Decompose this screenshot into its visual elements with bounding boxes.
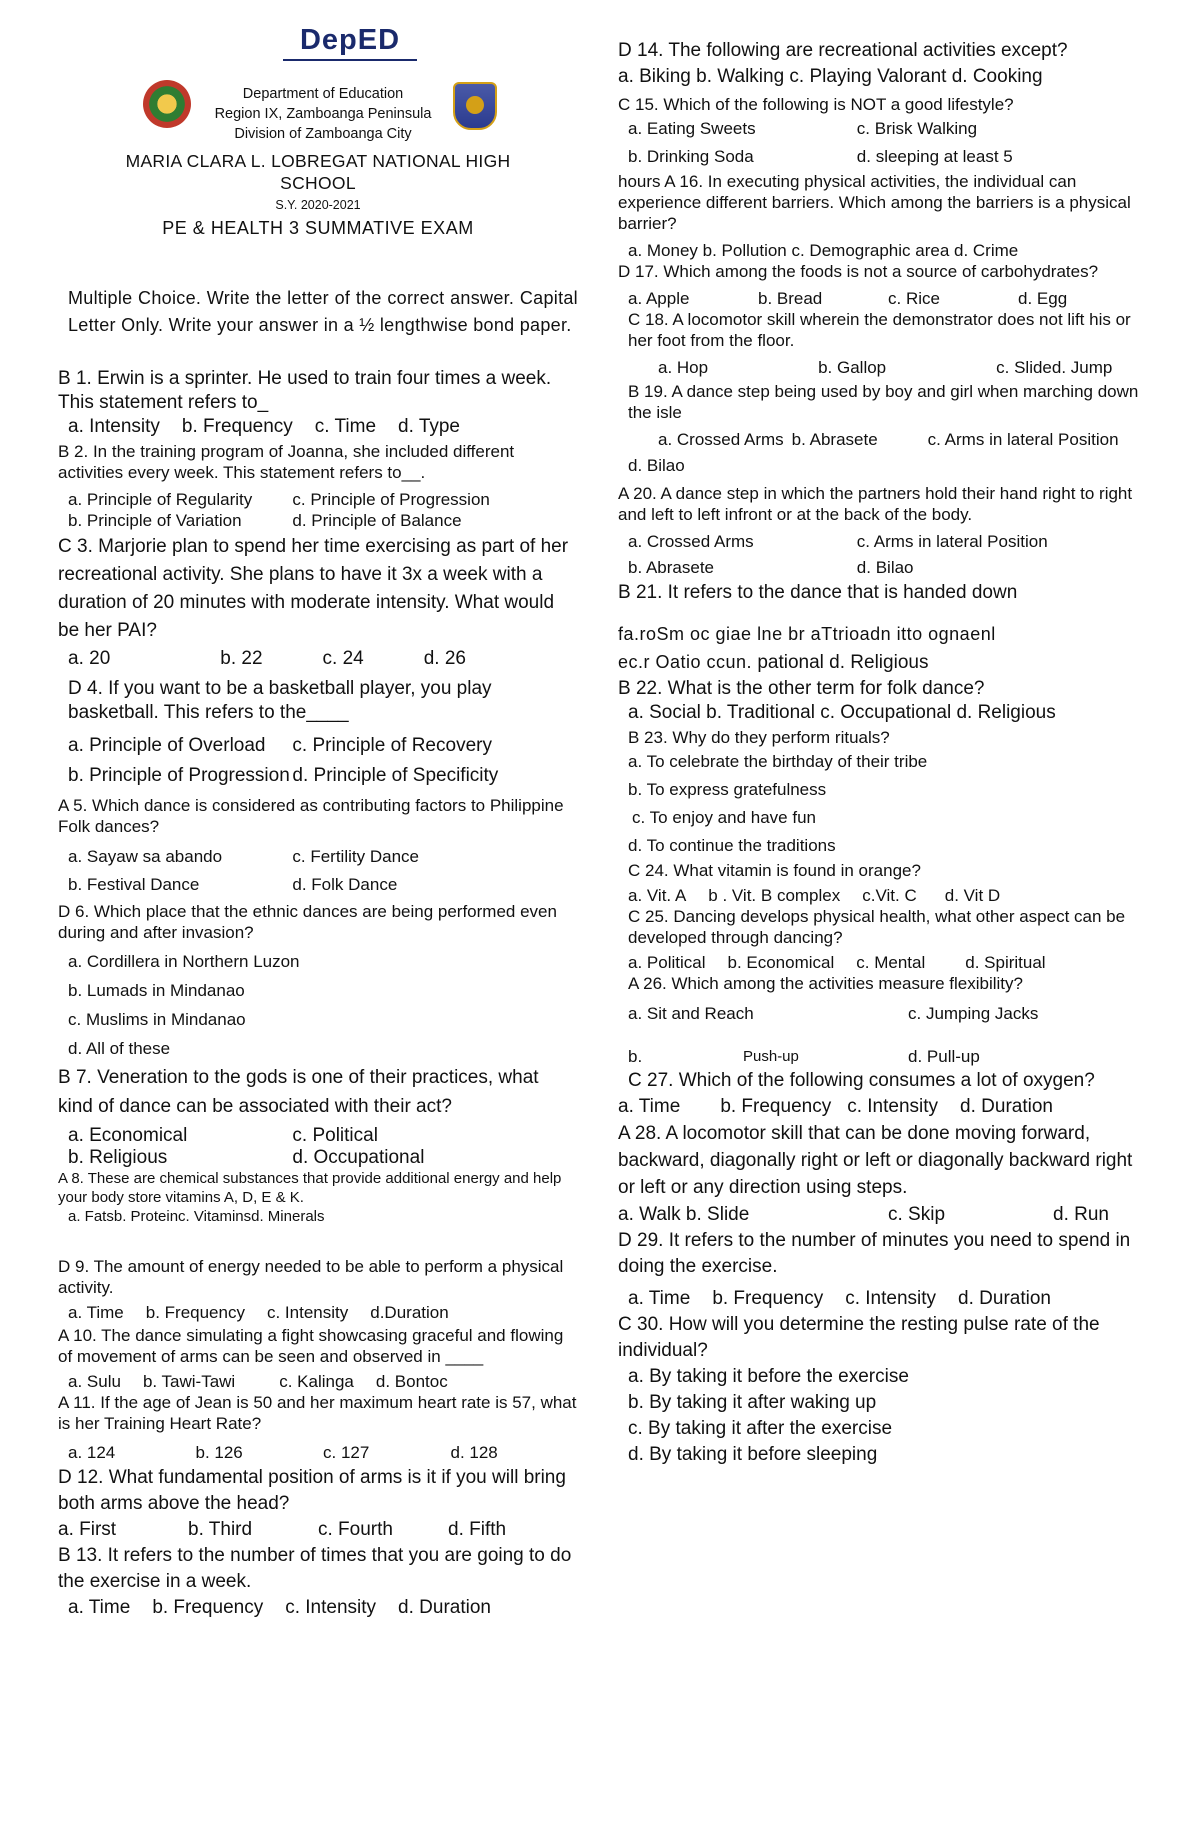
deped-logo [275, 24, 425, 72]
question-16: hours A 16. In executing physical activities, the individual can experience different barriers. Which among the barriers is a physical barrier? a. Money b. Pollution c. Demographic area d. Crime [618, 171, 1148, 261]
question-29: D 29. It refers to the number of minutes you need to spend in doing the exercise. a. Time b. Frequency c. Intensity d. Duration [618, 1228, 1148, 1312]
right-column [618, 38, 1148, 1468]
division-seal-icon [453, 82, 497, 130]
exam-title: PE & HEALTH 3 SUMMATIVE EXAM [162, 218, 474, 238]
question-2: B 2. In the training program of Joanna, she included different activities every week. This statement refers to__. a. Principle of Regularity c. Principle of Progression b. Principle of Variation d. Principle of Balance [58, 441, 578, 531]
deped-seal-icon [143, 80, 191, 128]
options: a. Sulu b. Tawi-Tawi c. Kalinga d. Bontoc [68, 1372, 448, 1391]
options: a. Economical c. Political b. Religious d. Occupational [68, 1125, 425, 1168]
question-4: D 4. If you want to be a basketball player, you play basketball. This refers to the____ a. Principle of Overload c. Principle of Recovery b. Principle of Progression d. Principle of Specificity [58, 677, 578, 791]
options: a. Vit. A b . Vit. B complex c.Vit. C d. Vit D [628, 886, 1001, 905]
question-26: A 26. Which among the activities measure flexibility? a. Sit and Reach c. Jumping Jacks b. Push-up d. Pull-up [618, 973, 1148, 1068]
question-11: A 11. If the age of Jean is 50 and her maximum heart rate is 57, what is her Training Heart Rate? a. 124 b. 126 c. 127 d. 128 [58, 1393, 577, 1462]
options: a. Intensity b. Frequency c. Time d. Type [68, 416, 461, 437]
options: a. Time b. Frequency c. Intensity d. Duration [68, 1597, 491, 1618]
question-1: B 1. Erwin is a sprinter. He used to train four times a week. This statement refers to_ a. Intensity b. Frequency c. Time d. Type [58, 367, 578, 439]
question-28: A 28. A locomotor skill that can be done moving forward, backward, diagonally right or left or diagonally backward right or left or any direction using steps. a. Walk b. Slide c. Skip d. Run [618, 1120, 1148, 1228]
garbled-text: fa.roSm oc giae lne br aTtrioadn itto ognaenl [618, 624, 996, 644]
question-21: B 21. It refers to the dance that is handed down fa.roSm oc giae lne br aTtrioadn itto ognaenl ec.r Oatio ccun. pational d. Religious [618, 581, 1148, 675]
garbled-text: ec.r Oatio ccun. [618, 652, 753, 672]
question-12: D 12. What fundamental position of arms is it if you will bring both arms above the head? a. First b. Third c. Fourth d. Fifth [58, 1465, 578, 1543]
options: a. Crossed Arms b. Abrasete c. Arms in lateral Position d. Bilao [628, 430, 1119, 475]
question-24: C 24. What vitamin is found in orange? a. Vit. A b . Vit. B complex c.Vit. C d. Vit D [618, 860, 1148, 906]
question-3: C 3. Marjorie plan to spend her time exercising as part of her recreational activity. She plans to have it 3x a week with a duration of 20 minutes with moderate intensity. What would be her PAI? a. 20 b. 22 c. 24 d. 26 [58, 533, 578, 673]
question-30: C 30. How will you determine the resting pulse rate of the individual? a. By taking it before the exercise b. By taking it after waking up c. By taking it after the exercise d. By taking it before sleeping [618, 1312, 1148, 1468]
options: a. Apple b. Bread c. Rice d. Egg [628, 289, 1068, 308]
options: a. Fatsb. Proteinc. Vitaminsd. Minerals [68, 1208, 325, 1225]
options: a. Principle of Regularity c. Principle of Progression b. Principle of Variation d. Principle of Balance [68, 490, 490, 530]
left-column [58, 0, 578, 1621]
question-14: D 14. The following are recreational activities except? a. Biking b. Walking c. Playing Valorant d. Cooking [618, 38, 1148, 90]
options: a. Crossed Arms c. Arms in lateral Position b. Abrasete d. Bilao [628, 532, 1048, 577]
question-27: C 27. Which of the following consumes a lot of oxygen? a. Time b. Frequency c. Intensity d. Duration [618, 1068, 1148, 1120]
options: a. Walk b. Slide c. Skip d. Run [618, 1204, 1109, 1225]
options: a. By taking it before the exercise b. By taking it after waking up c. By taking it after the exercise d. By taking it before sleeping [628, 1366, 909, 1465]
options: a. Time b. Frequency c. Intensity d.Duration [68, 1303, 449, 1322]
question-20: A 20. A dance step in which the partners hold their hand right to right and left to left infront or at the back of the body. a. Crossed Arms c. Arms in lateral Position b. Abrasete d. Bilao [618, 483, 1148, 581]
question-19: B 19. A dance step being used by boy and girl when marching down the isle a. Crossed Arms b. Abrasete c. Arms in lateral Position d. Bilao [618, 381, 1148, 479]
question-8: A 8. These are chemical substances that provide additional energy and help your body store vitamins A, D, E & K. a. Fatsb. Proteinc. Vitaminsd. Minerals [58, 1169, 578, 1226]
options: a. Principle of Overload c. Principle of Recovery b. Principle of Progression d. Principle of Specificity [68, 735, 499, 786]
options: a. 124 b. 126 c. 127 d. 128 [68, 1443, 498, 1462]
question-17: D 17. Which among the foods is not a source of carbohydrates? a. Apple b. Bread c. Rice d. Egg [618, 261, 1148, 309]
options: a. Political b. Economical c. Mental d. Spiritual [628, 953, 1046, 972]
options: a. Sayaw sa abando c. Fertility Dance b. Festival Dance d. Folk Dance [68, 847, 419, 894]
region-name: Region IX, Zamboanga Peninsula [214, 106, 432, 122]
options: a. Money b. Pollution c. Demographic area d. Crime [628, 241, 1019, 260]
options: a. To celebrate the birthday of their tribe b. To express gratefulness c. To enjoy and have fun d. To continue the traditions [628, 752, 928, 855]
deped-logo-text: DepED [299, 24, 401, 56]
question-7: B 7. Veneration to the gods is one of their practices, what kind of dance can be associated with their act? a. Economical c. Political b. Religious d. Occupational [58, 1063, 578, 1169]
options: b. Push-up d. Pull-up [628, 1047, 980, 1066]
organization-block [208, 84, 438, 144]
question-9: D 9. The amount of energy needed to be able to perform a physical activity. a. Time b. Frequency c. Intensity d.Duration [58, 1256, 578, 1323]
question-15: C 15. Which of the following is NOT a good lifestyle? a. Eating Sweets c. Brisk Walking b. Drinking Soda d. sleeping at least 5 [618, 94, 1148, 171]
options: a. Social b. Traditional c. Occupational d. Religious [628, 702, 1056, 723]
options: a. 20 b. 22 c. 24 d. 26 [68, 648, 466, 669]
question-6: D 6. Which place that the ethnic dances are being performed even during and after invasion? a. Cordillera in Northern Luzon b. Lumads in Mindanao c. Muslims in Mindanao d. All of these [58, 901, 578, 1063]
instructions: Multiple Choice. Write the letter of the correct answer. Capital Letter Only. Write your answer in a ½ lengthwise bond paper. [68, 288, 578, 335]
options: a. Biking b. Walking c. Playing Valorant d. Cooking [618, 66, 1043, 87]
school-name: MARIA CLARA L. LOBREGAT NATIONAL HIGH SCHOOL [125, 151, 511, 193]
department-name: Department of Education [242, 86, 404, 102]
options: a. Hop b. Gallop c. Slide d. Jump [658, 358, 1113, 377]
question-22: B 22. What is the other term for folk dance? a. Social b. Traditional c. Occupational d. Religious [618, 677, 1148, 725]
division-name: Division of Zamboanga City [234, 126, 412, 142]
school-year: S.Y. 2020-2021 [275, 198, 361, 212]
question-25: C 25. Dancing develops physical health, what other aspect can be developed through dancing? a. Political b. Economical c. Mental d. Spiritual [618, 906, 1148, 973]
options: a. Cordillera in Northern Luzon b. Lumads in Mindanao c. Muslims in Mindanao d. All of these [68, 952, 300, 1058]
options: a. Time b. Frequency c. Intensity d. Duration [628, 1288, 1051, 1309]
question-18: C 18. A locomotor skill wherein the demonstrator does not lift his or her foot from the floor. a. Hop b. Gallop c. Slide d. Jump [618, 309, 1148, 381]
options: a. Eating Sweets c. Brisk Walking b. Drinking Soda d. sleeping at least 5 [628, 119, 1013, 166]
options: a. First b. Third c. Fourth d. Fifth [58, 1519, 507, 1540]
options: a. Time b. Frequency c. Intensity d. Duration [618, 1096, 1053, 1117]
question-10: A 10. The dance simulating a fight showcasing graceful and flowing of movement of arms can be seen and observed in ____ a. Sulu b. Tawi-Tawi c. Kalinga d. Bontoc [58, 1325, 578, 1392]
question-23: B 23. Why do they perform rituals? a. To celebrate the birthday of their tribe b. To express gratefulness c. To enjoy and have fun d. To continue the traditions [618, 727, 1148, 860]
question-13: B 13. It refers to the number of times that you are going to do the exercise in a week. a. Time b. Frequency c. Intensity d. Duration [58, 1543, 578, 1621]
question-5: A 5. Which dance is considered as contributing factors to Philippine Folk dances? a. Sayaw sa abando c. Fertility Dance b. Festival Dance d. Folk Dance [58, 795, 578, 899]
options: a. Sit and Reach c. Jumping Jacks [628, 1004, 1039, 1023]
exam-header [58, 0, 578, 285]
